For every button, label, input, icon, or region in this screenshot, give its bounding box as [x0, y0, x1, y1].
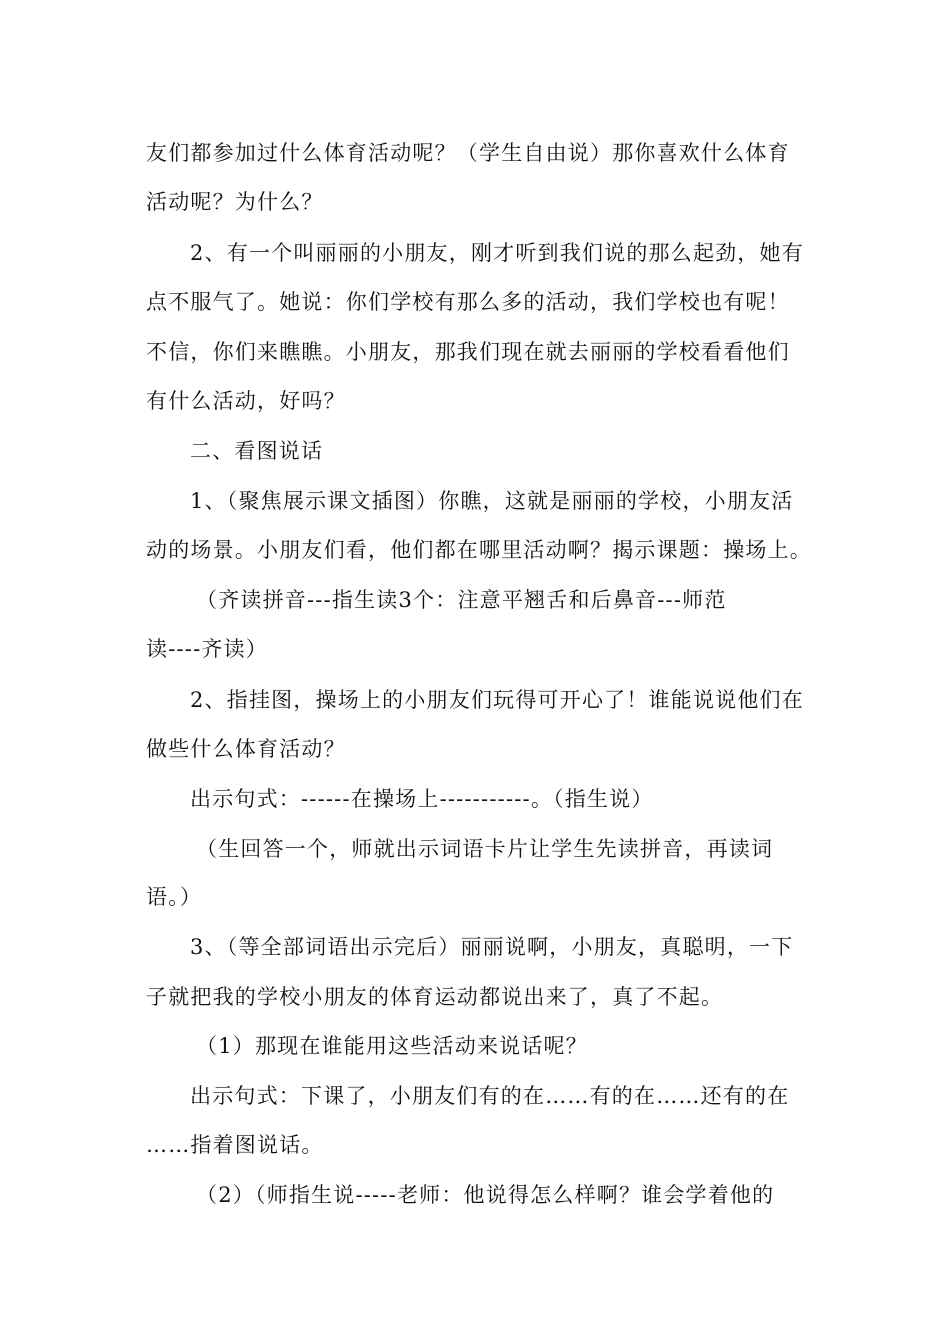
paragraph-line: （1）那现在谁能用这些活动来说话呢？ [196, 1034, 588, 1058]
paragraph-line: （2）（师指生说-----老师：他说得怎么样啊？谁会学着他的 [196, 1183, 775, 1207]
paragraph-line: 子就把我的学校小朋友的体育运动都说出来了，真了不起。 [146, 985, 724, 1009]
paragraph-line: 做些什么体育活动？ [146, 737, 346, 761]
paragraph-line: 1、（聚焦展示课文插图）你瞧，这就是丽丽的学校，小朋友活 [190, 489, 794, 513]
paragraph-line: 出示句式：下课了，小朋友们有的在……有的在……还有的在 [190, 1084, 790, 1108]
paragraph-line: 出示句式：------在操场上-----------。（指生说） [190, 787, 654, 811]
paragraph-line: 读----齐读） [146, 637, 268, 661]
paragraph-line: （生回答一个，师就出示词语卡片让学生先读拼音，再读词 [196, 837, 774, 861]
paragraph-line: 有什么活动，好吗？ [146, 389, 346, 413]
section-heading: 二、看图说话 [190, 439, 324, 463]
paragraph-line: 3、（等全部词语出示完后）丽丽说啊，小朋友，真聪明，一下 [190, 935, 794, 959]
paragraph-line: 2、有一个叫丽丽的小朋友，刚才听到我们说的那么起劲，她有 [190, 241, 804, 265]
paragraph-line: 点不服气了。她说：你们学校有那么多的活动，我们学校也有呢！ [146, 290, 790, 314]
paragraph-line: 语。） [146, 885, 203, 909]
paragraph-line: （齐读拼音---指生读3个：注意平翘舌和后鼻音---师范 [196, 588, 727, 612]
paragraph-line: 不信，你们来瞧瞧。小朋友，那我们现在就去丽丽的学校看看他们 [146, 340, 790, 364]
paragraph-line: 友们都参加过什么体育活动呢？（学生自由说）那你喜欢什么体育 [146, 141, 790, 165]
paragraph-line: 动的场景。小朋友们看，他们都在哪里活动啊？揭示课题：操场上。 [146, 538, 812, 562]
paragraph-line: 2、指挂图，操场上的小朋友们玩得可开心了！谁能说说他们在 [190, 688, 804, 712]
paragraph-line: ……指着图说话。 [146, 1133, 324, 1157]
paragraph-line: 活动呢？为什么？ [146, 190, 324, 214]
